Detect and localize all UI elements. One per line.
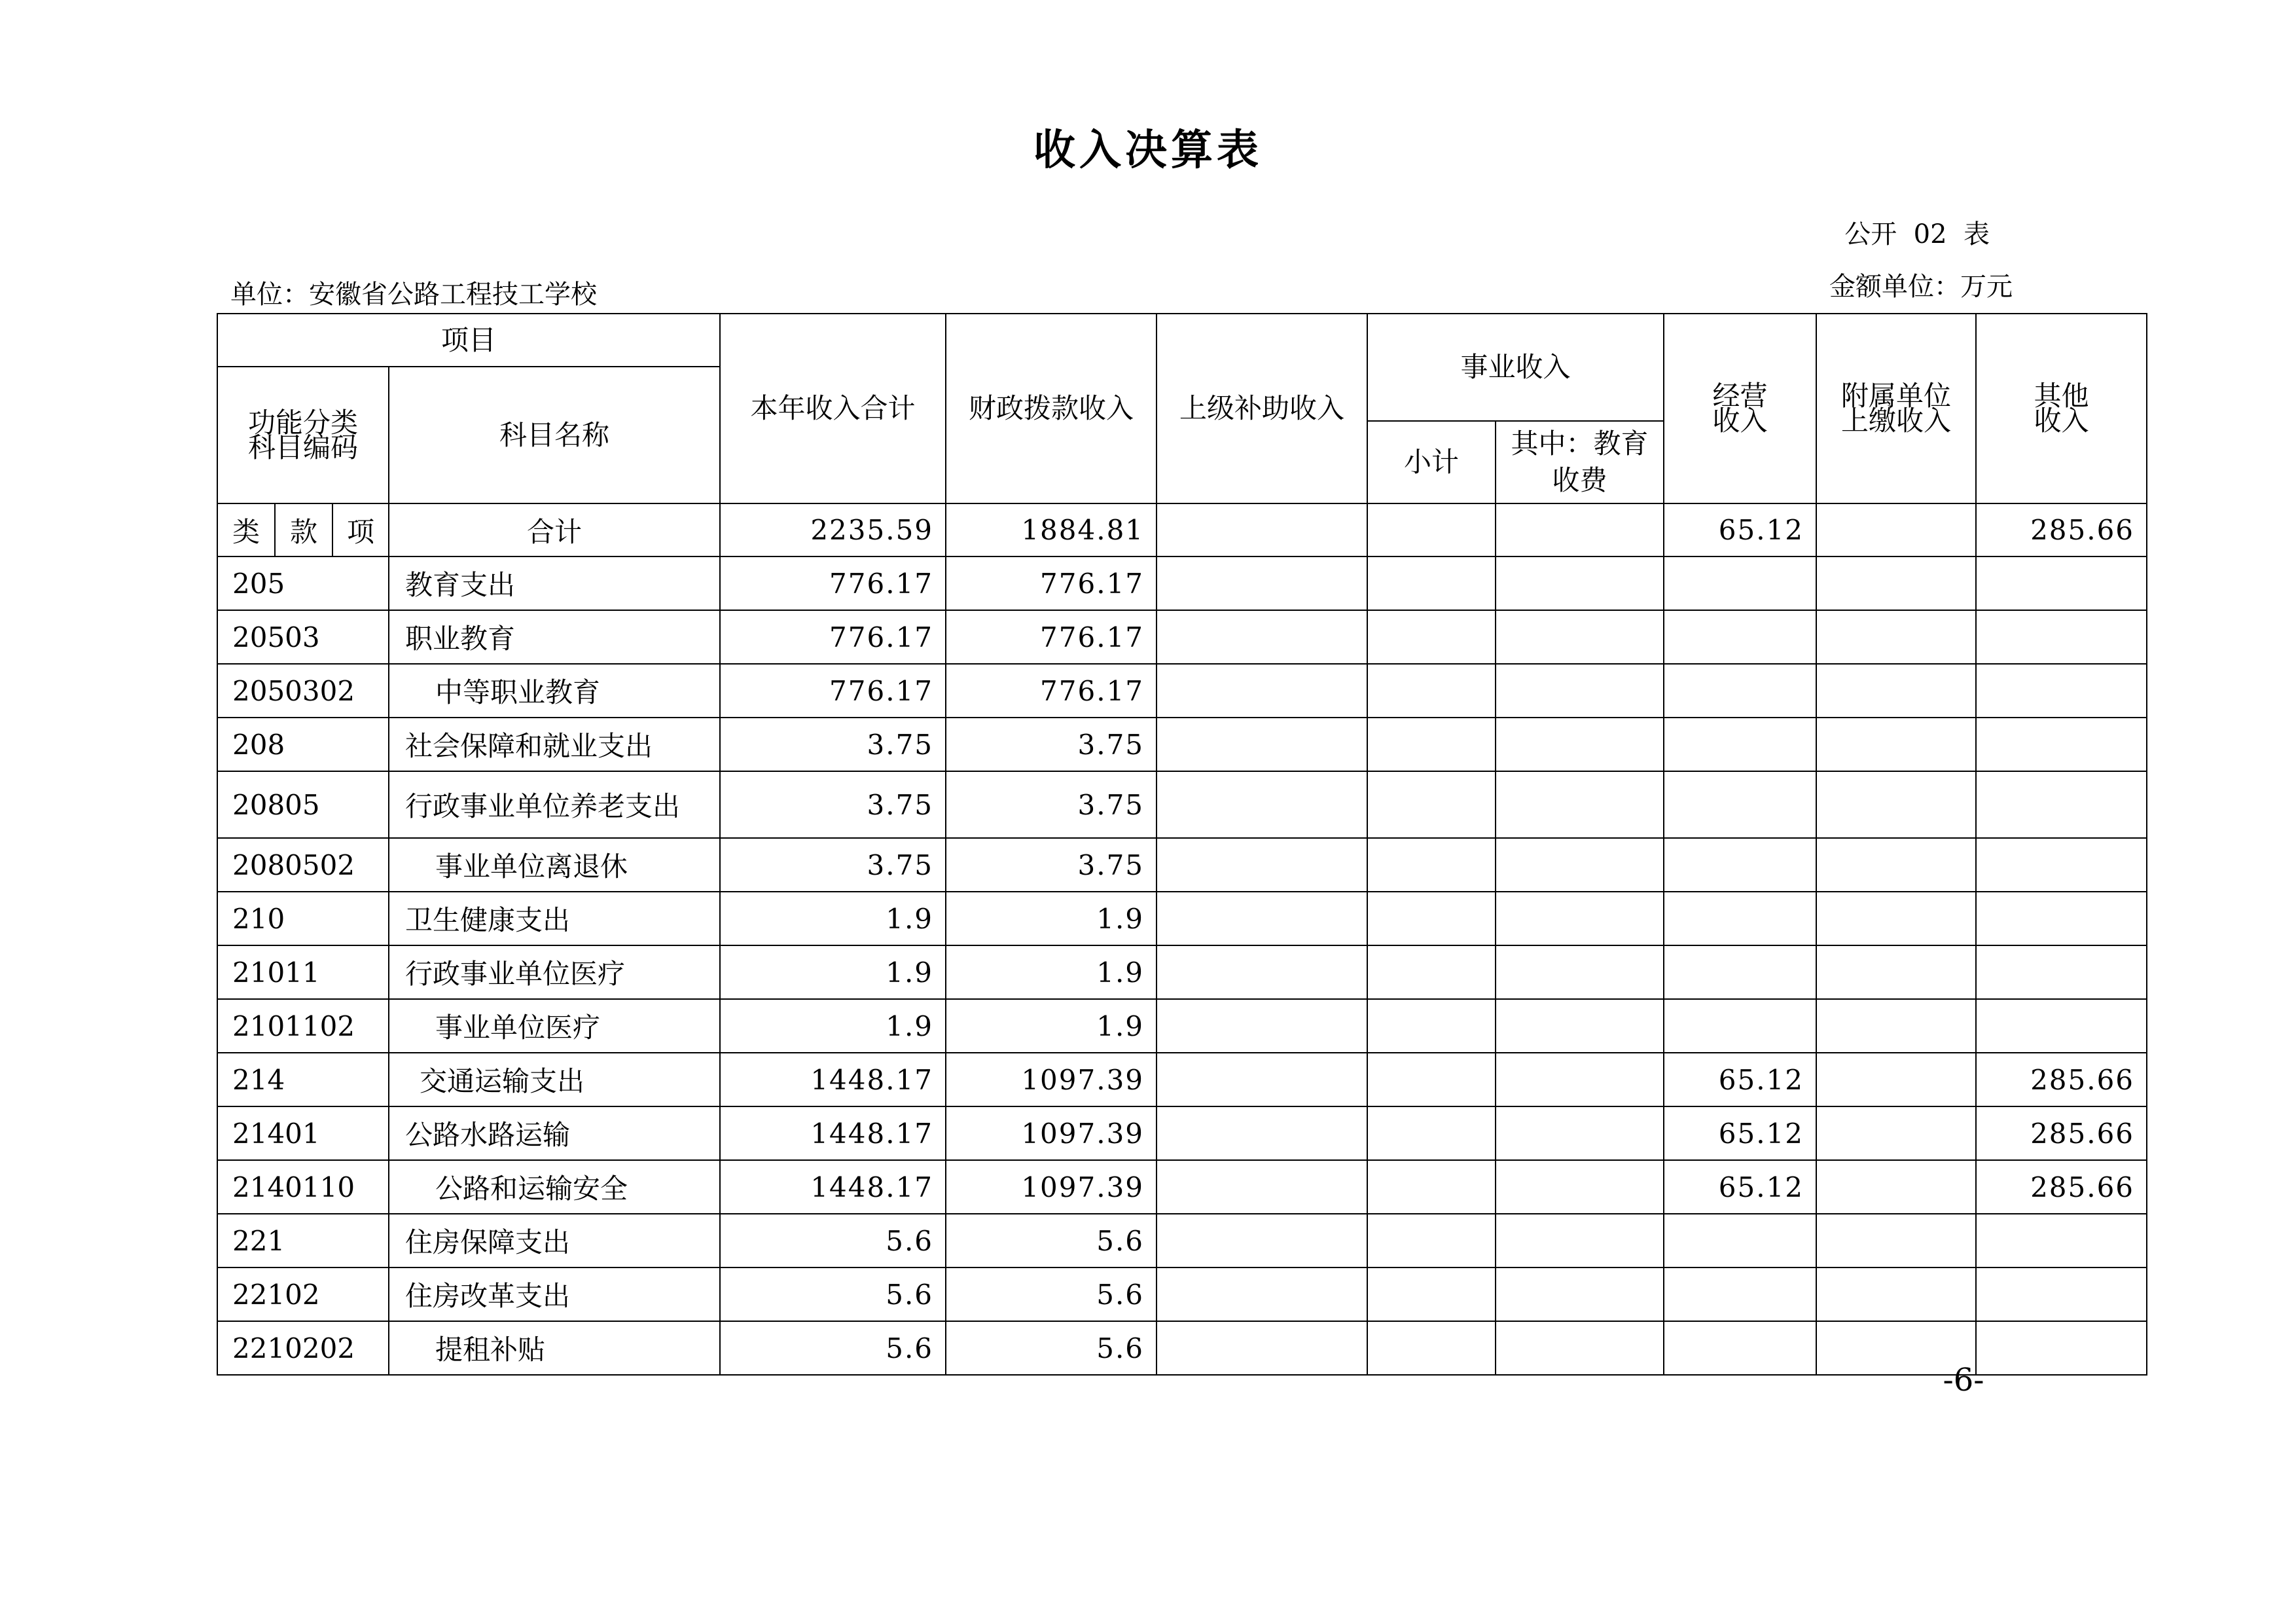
row-superior (1157, 718, 1367, 771)
row-fiscal: 776.17 (946, 610, 1157, 664)
row-other (1976, 771, 2147, 838)
form-number: 公开 02 表 (1844, 219, 1990, 249)
row-operating: 65.12 (1664, 1106, 1816, 1160)
summary-total: 2235.59 (720, 503, 946, 556)
row-superior (1157, 1267, 1367, 1321)
row-edu-fee (1496, 556, 1664, 610)
row-fiscal: 1.9 (946, 945, 1157, 999)
row-operating (1664, 999, 1816, 1053)
row-superior (1157, 892, 1367, 945)
row-name: 住房改革支出 (389, 1267, 720, 1321)
row-affiliated (1816, 556, 1976, 610)
row-affiliated (1816, 945, 1976, 999)
header-total-income: 本年收入合计 (720, 314, 946, 503)
row-edu-fee (1496, 771, 1664, 838)
row-code: 210 (217, 892, 389, 945)
row-superior (1157, 1053, 1367, 1106)
row-name: 行政事业单位养老支出 (389, 771, 720, 838)
table-row (217, 1053, 2147, 1106)
row-superior (1157, 556, 1367, 610)
row-operating (1664, 1214, 1816, 1267)
table-row (217, 664, 2147, 718)
row-fiscal: 776.17 (946, 664, 1157, 718)
table-row (217, 1321, 2147, 1375)
row-edu-fee (1496, 664, 1664, 718)
row-name: 社会保障和就业支出 (389, 718, 720, 771)
row-operating: 65.12 (1664, 1160, 1816, 1214)
row-operating: 65.12 (1664, 1053, 1816, 1106)
row-fiscal: 776.17 (946, 556, 1157, 610)
table-row (217, 999, 2147, 1053)
summary-other: 285.66 (1976, 503, 2147, 556)
row-affiliated (1816, 1214, 1976, 1267)
row-operating (1664, 838, 1816, 892)
row-total: 776.17 (720, 664, 946, 718)
row-subtotal (1367, 771, 1496, 838)
row-total: 1448.17 (720, 1160, 946, 1214)
row-subtotal (1367, 1267, 1496, 1321)
row-code: 20503 (217, 610, 389, 664)
row-affiliated (1816, 1106, 1976, 1160)
row-affiliated (1816, 999, 1976, 1053)
row-total: 5.6 (720, 1214, 946, 1267)
row-other: 285.66 (1976, 1106, 2147, 1160)
row-fiscal: 3.75 (946, 838, 1157, 892)
row-affiliated (1816, 1160, 1976, 1214)
row-subtotal (1367, 999, 1496, 1053)
table-row (217, 1106, 2147, 1160)
header-education-fee: 其中：教育 收费 (1496, 421, 1664, 503)
row-fiscal: 1.9 (946, 999, 1157, 1053)
row-name: 公路水路运输 (389, 1106, 720, 1160)
row-superior (1157, 664, 1367, 718)
row-edu-fee (1496, 892, 1664, 945)
row-subtotal (1367, 718, 1496, 771)
row-other: 285.66 (1976, 1160, 2147, 1214)
header-affiliated-income: 附属单位 上缴收入 (1816, 314, 1976, 503)
header-fiscal-income: 财政拨款收入 (946, 314, 1157, 503)
header-superior-subsidy: 上级补助收入 (1157, 314, 1367, 503)
table-row (217, 556, 2147, 610)
row-total: 5.6 (720, 1267, 946, 1321)
table-row (217, 718, 2147, 771)
row-total: 776.17 (720, 610, 946, 664)
row-other (1976, 610, 2147, 664)
row-fiscal: 1097.39 (946, 1106, 1157, 1160)
row-other (1976, 1214, 2147, 1267)
row-total: 3.75 (720, 718, 946, 771)
row-total: 3.75 (720, 771, 946, 838)
row-operating (1664, 610, 1816, 664)
row-name: 提租补贴 (389, 1321, 720, 1375)
row-affiliated (1816, 1053, 1976, 1106)
summary-label: 合计 (389, 503, 720, 556)
row-operating (1664, 945, 1816, 999)
row-superior (1157, 610, 1367, 664)
table-row (217, 610, 2147, 664)
row-edu-fee (1496, 945, 1664, 999)
row-other: 285.66 (1976, 1053, 2147, 1106)
category-lei: 类 (217, 503, 275, 556)
row-name: 住房保障支出 (389, 1214, 720, 1267)
header-subject-name: 科目名称 (389, 367, 720, 503)
row-edu-fee (1496, 1106, 1664, 1160)
header-row-1 (217, 314, 2147, 367)
row-name: 行政事业单位医疗 (389, 945, 720, 999)
row-edu-fee (1496, 718, 1664, 771)
header-subtotal: 小计 (1367, 421, 1496, 503)
row-subtotal (1367, 556, 1496, 610)
row-name: 公路和运输安全 (389, 1160, 720, 1214)
amount-unit: 金额单位：万元 (1829, 272, 2013, 302)
table-row (217, 892, 2147, 945)
row-fiscal: 1097.39 (946, 1160, 1157, 1214)
row-other (1976, 664, 2147, 718)
row-superior (1157, 1321, 1367, 1375)
header-project: 项目 (217, 314, 720, 367)
row-total: 1448.17 (720, 1106, 946, 1160)
row-fiscal: 1.9 (946, 892, 1157, 945)
row-other (1976, 718, 2147, 771)
row-affiliated (1816, 1267, 1976, 1321)
row-fiscal: 1097.39 (946, 1053, 1157, 1106)
summary-operating: 65.12 (1664, 503, 1816, 556)
header-operating-income: 经营 收入 (1664, 314, 1816, 503)
row-edu-fee (1496, 999, 1664, 1053)
summary-superior (1157, 503, 1367, 556)
row-total: 1.9 (720, 999, 946, 1053)
row-operating (1664, 556, 1816, 610)
row-superior (1157, 838, 1367, 892)
row-operating (1664, 892, 1816, 945)
row-total: 1.9 (720, 945, 946, 999)
row-subtotal (1367, 892, 1496, 945)
summary-subtotal (1367, 503, 1496, 556)
row-other (1976, 1267, 2147, 1321)
row-total: 776.17 (720, 556, 946, 610)
row-affiliated (1816, 892, 1976, 945)
income-table (217, 313, 2147, 1376)
row-name: 教育支出 (389, 556, 720, 610)
row-code: 208 (217, 718, 389, 771)
category-xiang: 项 (332, 503, 389, 556)
row-affiliated (1816, 610, 1976, 664)
header-other-income: 其他 收入 (1976, 314, 2147, 503)
row-edu-fee (1496, 838, 1664, 892)
row-affiliated (1816, 664, 1976, 718)
page-number: -6- (1943, 1362, 1984, 1398)
row-name: 事业单位医疗 (389, 999, 720, 1053)
row-code: 21011 (217, 945, 389, 999)
row-subtotal (1367, 610, 1496, 664)
row-subtotal (1367, 1053, 1496, 1106)
row-name: 卫生健康支出 (389, 892, 720, 945)
row-total: 1.9 (720, 892, 946, 945)
row-operating (1664, 1321, 1816, 1375)
row-code: 2140110 (217, 1160, 389, 1214)
row-subtotal (1367, 1106, 1496, 1160)
row-subtotal (1367, 838, 1496, 892)
row-subtotal (1367, 1321, 1496, 1375)
row-other (1976, 945, 2147, 999)
table-row (217, 838, 2147, 892)
row-superior (1157, 771, 1367, 838)
row-fiscal: 5.6 (946, 1321, 1157, 1375)
row-code: 205 (217, 556, 389, 610)
row-code: 214 (217, 1053, 389, 1106)
row-edu-fee (1496, 1321, 1664, 1375)
row-subtotal (1367, 945, 1496, 999)
row-other (1976, 838, 2147, 892)
row-fiscal: 3.75 (946, 771, 1157, 838)
row-affiliated (1816, 838, 1976, 892)
row-superior (1157, 945, 1367, 999)
table-row (217, 1267, 2147, 1321)
table-row (217, 771, 2147, 838)
reporting-unit: 单位：安徽省公路工程技工学校 (230, 280, 597, 310)
row-name: 职业教育 (389, 610, 720, 664)
row-other (1976, 556, 2147, 610)
row-code: 2050302 (217, 664, 389, 718)
row-operating (1664, 664, 1816, 718)
row-edu-fee (1496, 1267, 1664, 1321)
header-func-code: 功能分类 科目编码 (217, 367, 389, 503)
row-other (1976, 892, 2147, 945)
row-code: 2210202 (217, 1321, 389, 1375)
row-total: 3.75 (720, 838, 946, 892)
row-superior (1157, 1160, 1367, 1214)
row-affiliated (1816, 771, 1976, 838)
header-business-income: 事业收入 (1367, 314, 1664, 421)
row-subtotal (1367, 1160, 1496, 1214)
row-code: 21401 (217, 1106, 389, 1160)
row-superior (1157, 1106, 1367, 1160)
row-code: 221 (217, 1214, 389, 1267)
table-row (217, 945, 2147, 999)
row-subtotal (1367, 664, 1496, 718)
row-code: 20805 (217, 771, 389, 838)
row-operating (1664, 771, 1816, 838)
row-operating (1664, 718, 1816, 771)
row-total: 1448.17 (720, 1053, 946, 1106)
row-name: 中等职业教育 (389, 664, 720, 718)
row-code: 2080502 (217, 838, 389, 892)
summary-row (217, 503, 2147, 556)
row-operating (1664, 1267, 1816, 1321)
row-superior (1157, 999, 1367, 1053)
row-edu-fee (1496, 1160, 1664, 1214)
row-total: 5.6 (720, 1321, 946, 1375)
row-edu-fee (1496, 1053, 1664, 1106)
row-fiscal: 5.6 (946, 1214, 1157, 1267)
row-fiscal: 3.75 (946, 718, 1157, 771)
row-fiscal: 5.6 (946, 1267, 1157, 1321)
row-edu-fee (1496, 1214, 1664, 1267)
page-title: 收入决算表 (1033, 126, 1263, 175)
table-row (217, 1160, 2147, 1214)
row-code: 22102 (217, 1267, 389, 1321)
summary-affiliated (1816, 503, 1976, 556)
row-affiliated (1816, 718, 1976, 771)
row-name: 事业单位离退休 (389, 838, 720, 892)
summary-edu-fee (1496, 503, 1664, 556)
row-other (1976, 999, 2147, 1053)
row-name: 交通运输支出 (389, 1053, 720, 1106)
row-superior (1157, 1214, 1367, 1267)
category-kuan: 款 (275, 503, 332, 556)
row-edu-fee (1496, 610, 1664, 664)
row-subtotal (1367, 1214, 1496, 1267)
row-code: 2101102 (217, 999, 389, 1053)
summary-fiscal: 1884.81 (946, 503, 1157, 556)
table-row (217, 1214, 2147, 1267)
